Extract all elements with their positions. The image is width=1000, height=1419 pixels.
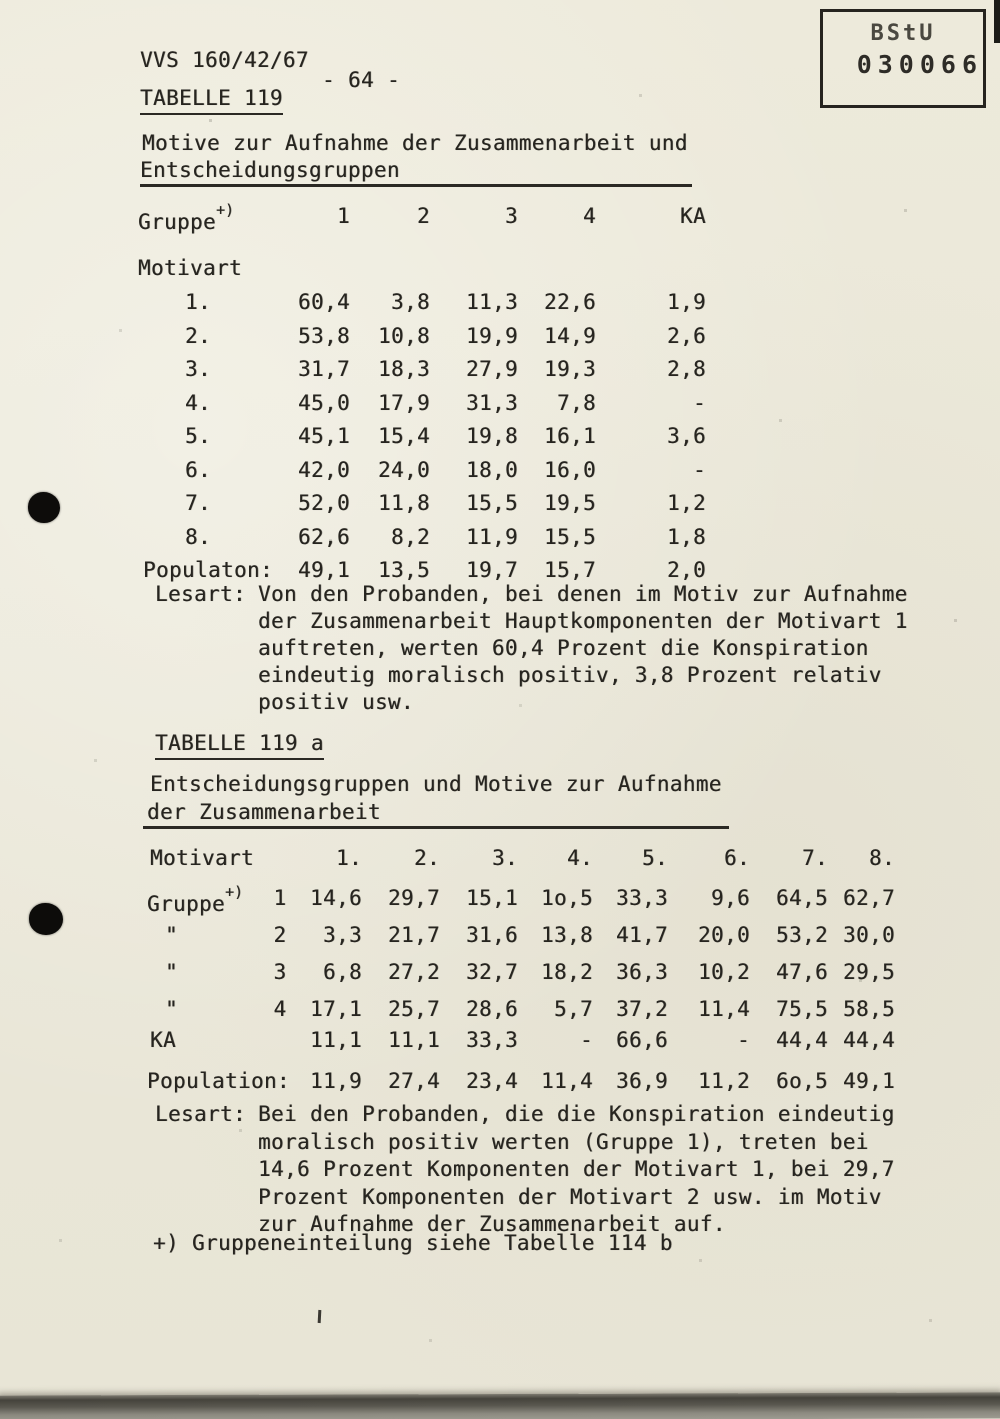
value-cell: 16,0 xyxy=(544,457,596,482)
paper-specks xyxy=(0,0,1,1)
column-header: 8. xyxy=(869,846,896,870)
value-cell: 18,2 xyxy=(541,960,594,984)
value-cell: 1,9 xyxy=(667,290,706,314)
lesart-line: positiv usw. xyxy=(258,690,414,714)
stamp-page-number: 030066 xyxy=(856,50,983,79)
bstu-stamp xyxy=(820,9,986,108)
table-row xyxy=(147,998,895,1029)
column-header: 2. xyxy=(414,846,441,870)
table-row xyxy=(138,325,706,359)
column-header: 6. xyxy=(724,846,751,870)
group-number: 4 xyxy=(273,997,287,1021)
value-cell: 36,3 xyxy=(616,960,669,984)
table-119a-subtitle-line2: der Zusammenarbeit xyxy=(143,800,729,829)
value-cell: 11,3 xyxy=(466,290,518,314)
value-cell: 22,6 xyxy=(544,290,596,314)
row-label: 4. xyxy=(185,390,211,415)
value-cell: 15,5 xyxy=(544,524,596,549)
row-label: 8. xyxy=(185,524,211,549)
value-cell: 14,9 xyxy=(544,323,596,348)
gruppe-header: Gruppe+) xyxy=(138,201,235,234)
value-cell: 19,3 xyxy=(544,357,596,381)
value-cell: 33,3 xyxy=(616,886,669,910)
table-row xyxy=(138,425,706,459)
row-label: Gruppe+) xyxy=(147,883,244,916)
column-header: 4 xyxy=(583,204,596,228)
population-label: Population: xyxy=(147,1069,290,1093)
value-cell: 31,7 xyxy=(298,357,350,381)
value-cell: 33,3 xyxy=(466,1028,519,1052)
doc-classification-id: VVS 160/42/67 xyxy=(140,48,309,72)
lesart-label: Lesart: xyxy=(155,1102,246,1126)
lesart-line: moralisch positiv werten (Gruppe 1), treten bei xyxy=(258,1129,869,1154)
table-119-subtitle-line2: Entscheidungsgruppen xyxy=(140,158,692,187)
table-119a-lesart xyxy=(155,1101,895,1239)
column-header: 3. xyxy=(492,846,519,870)
row-label: 2. xyxy=(185,323,211,348)
value-cell: 20,0 xyxy=(698,923,751,947)
group-number: 2 xyxy=(273,923,287,947)
value-cell: 19,9 xyxy=(466,323,518,348)
ditto-mark: " xyxy=(165,923,178,947)
column-header: 4. xyxy=(567,846,594,870)
value-cell: 19,7 xyxy=(466,558,518,582)
table-119-title: TABELLE 119 xyxy=(140,86,283,115)
population-row xyxy=(147,1064,895,1092)
value-cell: 58,5 xyxy=(843,997,896,1021)
stamp-org-label: BStU xyxy=(870,21,936,46)
lesart-line: zur Aufnahme der Zusammenarbeit auf. xyxy=(258,1212,726,1236)
row-label: 7. xyxy=(185,491,211,515)
value-cell: 45,0 xyxy=(298,390,350,415)
value-cell: 3,6 xyxy=(667,424,706,448)
value-cell: 11,1 xyxy=(310,1028,363,1052)
table-119 xyxy=(138,200,706,593)
column-header: 3 xyxy=(505,204,518,228)
population-label: Populaton: xyxy=(143,558,273,582)
value-cell: 32,7 xyxy=(466,960,519,984)
table-row xyxy=(147,887,895,924)
value-cell: 44,4 xyxy=(776,1028,829,1052)
table-row xyxy=(147,924,895,961)
lesart-line: Von den Probanden, bei denen im Motiv zur Aufnahme xyxy=(258,582,908,606)
value-cell: 1o,5 xyxy=(541,886,594,910)
value-cell: 36,9 xyxy=(616,1069,669,1093)
value-cell: 11,9 xyxy=(310,1069,363,1093)
row-label: KA xyxy=(150,1028,176,1052)
value-cell: 21,7 xyxy=(388,923,441,947)
value-cell: 6,8 xyxy=(323,960,363,984)
value-cell: 11,4 xyxy=(541,1069,594,1093)
value-cell: 11,1 xyxy=(388,1028,441,1052)
value-cell: 15,5 xyxy=(466,491,518,515)
value-cell: 2,8 xyxy=(667,357,706,381)
value-cell: 2,0 xyxy=(667,558,706,582)
row-label: 6. xyxy=(185,457,211,482)
value-cell: 3,8 xyxy=(391,290,430,314)
column-header: 1. xyxy=(336,846,363,870)
lesart-line: Prozent Komponenten der Motivart 2 usw. im Motiv xyxy=(258,1184,882,1209)
value-cell: 31,6 xyxy=(466,923,519,947)
motivart-section-row xyxy=(138,253,706,291)
value-cell: 19,5 xyxy=(544,491,596,515)
group-number: 3 xyxy=(273,960,287,984)
value-cell: 49,1 xyxy=(298,558,350,582)
stray-ink-mark xyxy=(318,1310,322,1323)
ditto-mark: " xyxy=(165,960,178,984)
column-header: 2 xyxy=(417,204,430,228)
column-header: 5. xyxy=(642,846,669,870)
table-row xyxy=(138,392,706,426)
column-header: KA xyxy=(680,204,706,228)
ditto-mark: " xyxy=(165,997,178,1021)
hole-punch-mark xyxy=(28,492,60,523)
value-cell: 9,6 xyxy=(711,886,751,910)
table-row xyxy=(147,961,895,998)
table-119a-subtitle-line1: Entscheidungsgruppen und Motive zur Aufnahme xyxy=(150,772,722,796)
value-cell: - xyxy=(693,457,706,482)
value-cell: 49,1 xyxy=(843,1069,896,1093)
ka-row xyxy=(147,1029,895,1064)
scan-edge-mark xyxy=(994,0,1000,43)
value-cell: 64,5 xyxy=(776,886,829,910)
table-row xyxy=(138,492,706,526)
row-label: 1. xyxy=(185,290,211,314)
value-cell: 53,2 xyxy=(776,923,829,947)
value-cell: 11,9 xyxy=(466,524,518,549)
value-cell: 17,9 xyxy=(378,390,430,415)
value-cell: - xyxy=(693,390,706,415)
value-cell: 6o,5 xyxy=(776,1069,829,1093)
value-cell: 15,4 xyxy=(378,424,430,448)
value-cell: - xyxy=(580,1028,594,1052)
value-cell: 5,7 xyxy=(554,997,594,1021)
table-119-header-row xyxy=(138,200,706,253)
value-cell: 8,2 xyxy=(391,524,430,549)
value-cell: 13,8 xyxy=(541,923,594,947)
value-cell: 2,6 xyxy=(667,323,706,348)
value-cell: 29,7 xyxy=(388,886,441,910)
value-cell: 19,8 xyxy=(466,424,518,448)
lesart-label: Lesart: xyxy=(155,582,246,606)
value-cell: 52,0 xyxy=(298,491,350,515)
value-cell: 45,1 xyxy=(298,424,350,448)
value-cell: 3,3 xyxy=(323,923,363,947)
lesart-line: Bei den Probanden, die die Konspiration eindeutig xyxy=(258,1102,895,1126)
value-cell: 18,0 xyxy=(466,457,518,482)
group-number: 1 xyxy=(273,886,287,910)
motivart-header: Motivart xyxy=(150,846,254,870)
table-119a-header-row xyxy=(147,843,895,887)
value-cell: 53,8 xyxy=(298,323,350,348)
table-119-lesart xyxy=(155,581,908,716)
value-cell: 27,9 xyxy=(466,357,518,381)
page-number: - 64 - xyxy=(322,68,400,92)
value-cell: 47,6 xyxy=(776,960,829,984)
value-cell: 27,2 xyxy=(388,960,441,984)
value-cell: 11,8 xyxy=(378,491,430,515)
value-cell: 1,8 xyxy=(667,524,706,549)
lesart-line: der Zusammenarbeit Hauptkomponenten der Motivart 1 xyxy=(258,609,908,633)
value-cell: 18,3 xyxy=(378,357,430,381)
value-cell: 37,2 xyxy=(616,997,669,1021)
table-row xyxy=(138,526,706,560)
value-cell: 29,5 xyxy=(843,960,896,984)
value-cell: 44,4 xyxy=(843,1028,896,1052)
value-cell: 41,7 xyxy=(616,923,669,947)
value-cell: 42,0 xyxy=(298,457,350,482)
value-cell: 11,2 xyxy=(698,1069,751,1093)
value-cell: 66,6 xyxy=(616,1028,669,1052)
value-cell: 1,2 xyxy=(667,491,706,515)
row-label: 5. xyxy=(185,424,211,448)
value-cell: 24,0 xyxy=(378,457,430,482)
value-cell: 10,2 xyxy=(698,960,751,984)
value-cell: 13,5 xyxy=(378,558,430,582)
value-cell: 7,8 xyxy=(557,390,596,415)
value-cell: 62,6 xyxy=(298,524,350,549)
lesart-text xyxy=(258,581,908,716)
value-cell: 23,4 xyxy=(466,1069,519,1093)
value-cell: 15,1 xyxy=(466,886,519,910)
value-cell: 14,6 xyxy=(310,886,363,910)
table-119-subtitle-line1: Motive zur Aufnahme der Zusammenarbeit und xyxy=(142,131,688,155)
value-cell: 15,7 xyxy=(544,558,596,582)
value-cell: 31,3 xyxy=(466,390,518,415)
lesart-line: eindeutig moralisch positiv, 3,8 Prozent relativ xyxy=(258,663,882,687)
hole-punch-mark xyxy=(29,903,63,935)
value-cell: 10,8 xyxy=(378,323,430,348)
motivart-label: Motivart xyxy=(138,256,242,280)
table-119a-title: TABELLE 119 a xyxy=(155,731,324,760)
value-cell: 62,7 xyxy=(843,886,896,910)
value-cell: - xyxy=(737,1028,751,1052)
lesart-line: auftreten, werten 60,4 Prozent die Konspiration xyxy=(258,636,869,660)
row-label: 3. xyxy=(185,357,211,381)
value-cell: 60,4 xyxy=(298,290,350,314)
footnote: +) Gruppeneinteilung siehe Tabelle 114 b xyxy=(153,1231,673,1255)
value-cell: 30,0 xyxy=(843,923,896,947)
page-bottom-edge-shadow xyxy=(0,1392,1000,1419)
value-cell: 16,1 xyxy=(544,424,596,448)
table-row xyxy=(138,291,706,325)
table-119a xyxy=(147,843,895,1092)
value-cell: 28,6 xyxy=(466,997,519,1021)
table-row xyxy=(138,358,706,392)
column-header: 1 xyxy=(337,204,350,228)
lesart-text xyxy=(258,1101,895,1239)
value-cell: 25,7 xyxy=(388,997,441,1021)
value-cell: 75,5 xyxy=(776,997,829,1021)
column-header: 7. xyxy=(802,846,829,870)
value-cell: 27,4 xyxy=(388,1069,441,1093)
value-cell: 11,4 xyxy=(698,997,751,1021)
table-row xyxy=(138,459,706,493)
value-cell: 17,1 xyxy=(310,997,363,1021)
lesart-line: 14,6 Prozent Komponenten der Motivart 1, bei 29,7 xyxy=(258,1157,895,1181)
